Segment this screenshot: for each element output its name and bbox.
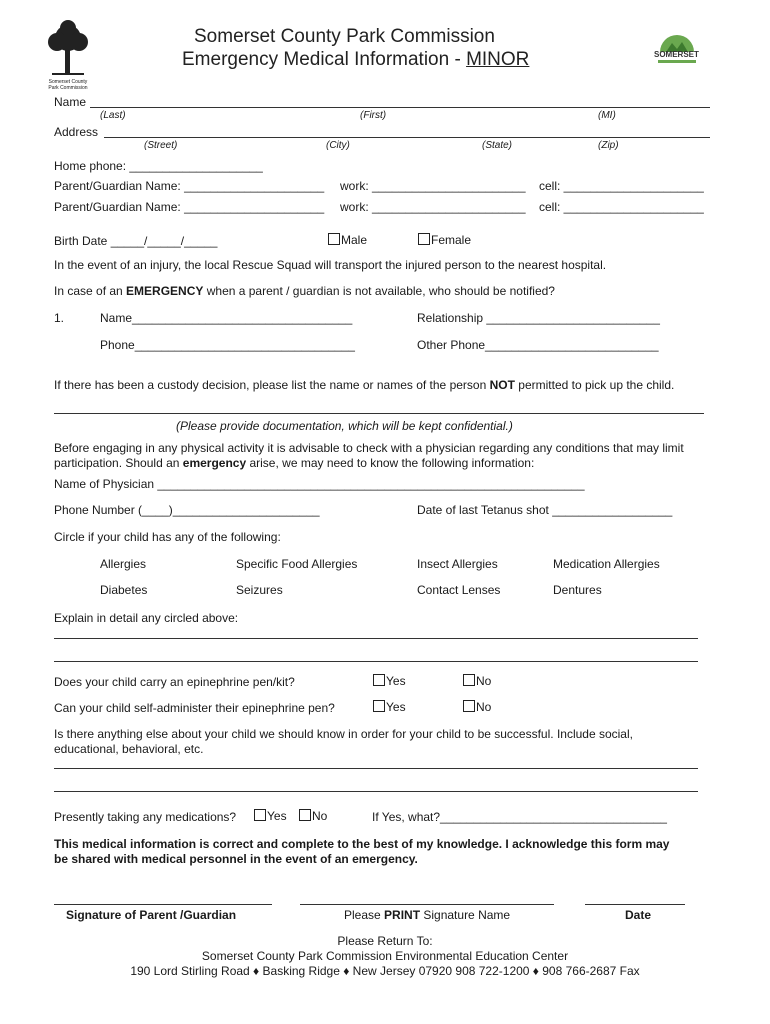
medications-what-field[interactable]: If Yes, what?__________________________________ bbox=[372, 810, 667, 824]
physician-phone-field[interactable]: Phone Number (____)______________________ bbox=[54, 503, 320, 517]
medications-yes-label: Yes bbox=[267, 809, 287, 823]
success-field-line2[interactable] bbox=[54, 791, 698, 792]
custody-text-post: permitted to pick up the child. bbox=[514, 378, 675, 392]
explain-label: Explain in detail any circled above: bbox=[54, 611, 239, 625]
custody-question bbox=[54, 378, 674, 392]
guardian1-cell-field[interactable]: cell: _____________________ bbox=[539, 179, 704, 193]
custody-text-bold: NOT bbox=[489, 378, 515, 392]
injury-notice: In the event of an injury, the local Rescue Squad will transport the injured person to the nearest hospital. bbox=[54, 258, 607, 272]
home-phone-field[interactable]: Home phone: ____________________ bbox=[54, 159, 263, 173]
custody-field[interactable] bbox=[54, 413, 704, 414]
condition-food-allergies[interactable]: Specific Food Allergies bbox=[236, 557, 358, 571]
condition-seizures[interactable]: Seizures bbox=[236, 583, 283, 597]
female-label: Female bbox=[431, 233, 472, 247]
name-field[interactable] bbox=[90, 107, 710, 108]
print-label-post: Signature Name bbox=[420, 908, 511, 922]
emergency-text-pre: In case of an bbox=[54, 284, 127, 298]
print-label-pre: Please bbox=[344, 908, 385, 922]
print-label-bold: PRINT bbox=[384, 908, 421, 922]
form-title-prefix: Emergency Medical Information - bbox=[182, 49, 467, 70]
form-title-minor: MINOR bbox=[466, 49, 530, 70]
female-option[interactable] bbox=[418, 233, 471, 247]
epi-admin-yes[interactable] bbox=[373, 700, 406, 714]
form-title-line2 bbox=[182, 49, 529, 71]
form-title-line1: Somerset County Park Commission bbox=[194, 26, 495, 47]
contact-relationship-field[interactable]: Relationship __________________________ bbox=[417, 311, 660, 325]
epi-carry-no[interactable] bbox=[463, 674, 491, 688]
print-name-label bbox=[344, 908, 510, 922]
medications-no[interactable] bbox=[299, 809, 327, 823]
guardian1-work-field[interactable]: work: _______________________ bbox=[340, 179, 526, 193]
success-question-line1: Is there anything else about your child we should know in order for your child to be successful. Include social, bbox=[54, 727, 633, 741]
epi-carry-no-label: No bbox=[476, 674, 492, 688]
medications-no-checkbox[interactable] bbox=[299, 809, 311, 821]
physician-name-field[interactable]: Name of Physician ________________________________________________________________ bbox=[54, 477, 585, 491]
epi-admin-no-checkbox[interactable] bbox=[463, 700, 475, 712]
explain-field-line2[interactable] bbox=[54, 661, 698, 662]
male-option[interactable] bbox=[328, 233, 367, 247]
emergency-question bbox=[54, 284, 555, 298]
name-sub-last: (Last) bbox=[100, 110, 126, 121]
contact-name-field[interactable]: Name_________________________________ bbox=[100, 311, 353, 325]
epi-carry-yes[interactable] bbox=[373, 674, 406, 688]
address-label: Address bbox=[54, 125, 99, 139]
medications-yes[interactable] bbox=[254, 809, 287, 823]
custody-text-pre: If there has been a custody decision, please list the name or names of the person bbox=[54, 378, 490, 392]
physician-intro-pre: participation. Should an bbox=[54, 456, 183, 470]
explain-field-line1[interactable] bbox=[54, 638, 698, 639]
contact-number: 1. bbox=[54, 311, 65, 325]
birth-date-field[interactable]: Birth Date _____/_____/_____ bbox=[54, 234, 218, 248]
tetanus-date-field[interactable]: Date of last Tetanus shot __________________ bbox=[417, 503, 673, 517]
medications-no-label: No bbox=[312, 809, 328, 823]
epi-admin-no-label: No bbox=[476, 700, 492, 714]
acknowledge-line1: This medical information is correct and complete to the best of my knowledge. I acknowledge this form may bbox=[54, 837, 670, 851]
circle-instructions: Circle if your child has any of the following: bbox=[54, 530, 281, 544]
address-sub-street: (Street) bbox=[144, 140, 178, 151]
medications-question bbox=[54, 810, 236, 824]
date-field[interactable] bbox=[585, 904, 685, 905]
left-logo bbox=[44, 20, 92, 90]
footer-address: 190 Lord Stirling Road ♦ Basking Ridge ♦ New Jersey 07920 908 722-1200 ♦ 908 766-2687 Fax bbox=[130, 964, 640, 978]
footer-organization: Somerset County Park Commission Environmental Education Center bbox=[201, 949, 569, 963]
male-checkbox[interactable] bbox=[328, 233, 340, 245]
left-logo-text: Somerset County Park Commission bbox=[48, 79, 88, 91]
documentation-note: (Please provide documentation, which will be kept confidential.) bbox=[176, 419, 513, 433]
guardian1-name-field[interactable]: Parent/Guardian Name: _____________________ bbox=[54, 179, 325, 193]
epi-admin-yes-checkbox[interactable] bbox=[373, 700, 385, 712]
condition-diabetes[interactable]: Diabetes bbox=[100, 583, 148, 597]
condition-contact-lenses[interactable]: Contact Lenses bbox=[417, 583, 501, 597]
guardian2-cell-field[interactable]: cell: _____________________ bbox=[539, 200, 704, 214]
guardian2-name-field[interactable]: Parent/Guardian Name: _____________________ bbox=[54, 200, 325, 214]
epi-admin-no[interactable] bbox=[463, 700, 491, 714]
acknowledge-line2: be shared with medical personnel in the event of an emergency. bbox=[54, 852, 418, 866]
physician-intro-post: arise, we may need to know the following information: bbox=[246, 456, 535, 470]
epi-carry-no-checkbox[interactable] bbox=[463, 674, 475, 686]
condition-allergies[interactable]: Allergies bbox=[100, 557, 147, 571]
success-field-line1[interactable] bbox=[54, 768, 698, 769]
success-question-line2: educational, behavioral, etc. bbox=[54, 742, 204, 756]
epi-admin-yes-label: Yes bbox=[386, 700, 406, 714]
address-sub-city: (City) bbox=[326, 140, 350, 151]
address-field[interactable] bbox=[104, 137, 710, 138]
signature-label: Signature of Parent /Guardian bbox=[66, 908, 237, 922]
address-sub-zip: (Zip) bbox=[598, 140, 619, 151]
emergency-text-post: when a parent / guardian is not available, who should be notified? bbox=[203, 284, 555, 298]
address-sub-state: (State) bbox=[482, 140, 513, 151]
tree-icon bbox=[44, 20, 92, 76]
name-label: Name bbox=[54, 95, 87, 109]
physician-intro-line1: Before engaging in any physical activity it is advisable to check with a physician regarding any conditions that may limit bbox=[54, 441, 684, 455]
guardian2-work-field[interactable]: work: _______________________ bbox=[340, 200, 526, 214]
footer-return-label: Please Return To: bbox=[337, 934, 433, 948]
condition-dentures[interactable]: Dentures bbox=[553, 583, 602, 597]
emergency-text-bold: EMERGENCY bbox=[126, 284, 204, 298]
name-sub-first: (First) bbox=[360, 110, 387, 121]
epi-carry-yes-checkbox[interactable] bbox=[373, 674, 385, 686]
condition-insect-allergies[interactable]: Insect Allergies bbox=[417, 557, 498, 571]
epi-carry-yes-label: Yes bbox=[386, 674, 406, 688]
contact-phone-field[interactable]: Phone_________________________________ bbox=[100, 338, 355, 352]
date-label: Date bbox=[625, 908, 652, 922]
female-checkbox[interactable] bbox=[418, 233, 430, 245]
physician-intro-line2 bbox=[54, 456, 534, 470]
signature-field[interactable] bbox=[54, 904, 272, 905]
name-sub-mi: (MI) bbox=[598, 110, 616, 121]
right-logo-text: SOMERSET bbox=[654, 50, 699, 59]
epi-carry-question: Does your child carry an epinephrine pen/kit? bbox=[54, 675, 295, 689]
male-label: Male bbox=[341, 233, 368, 247]
right-logo bbox=[652, 34, 702, 74]
print-name-field[interactable] bbox=[300, 904, 554, 905]
condition-medication-allergies[interactable]: Medication Allergies bbox=[553, 557, 660, 571]
physician-intro-bold: emergency bbox=[182, 456, 247, 470]
epi-admin-question: Can your child self-administer their epinephrine pen? bbox=[54, 701, 335, 715]
medications-yes-checkbox[interactable] bbox=[254, 809, 266, 821]
medications-question-text: Presently taking any medications? bbox=[54, 810, 237, 824]
contact-other-phone-field[interactable]: Other Phone__________________________ bbox=[417, 338, 659, 352]
